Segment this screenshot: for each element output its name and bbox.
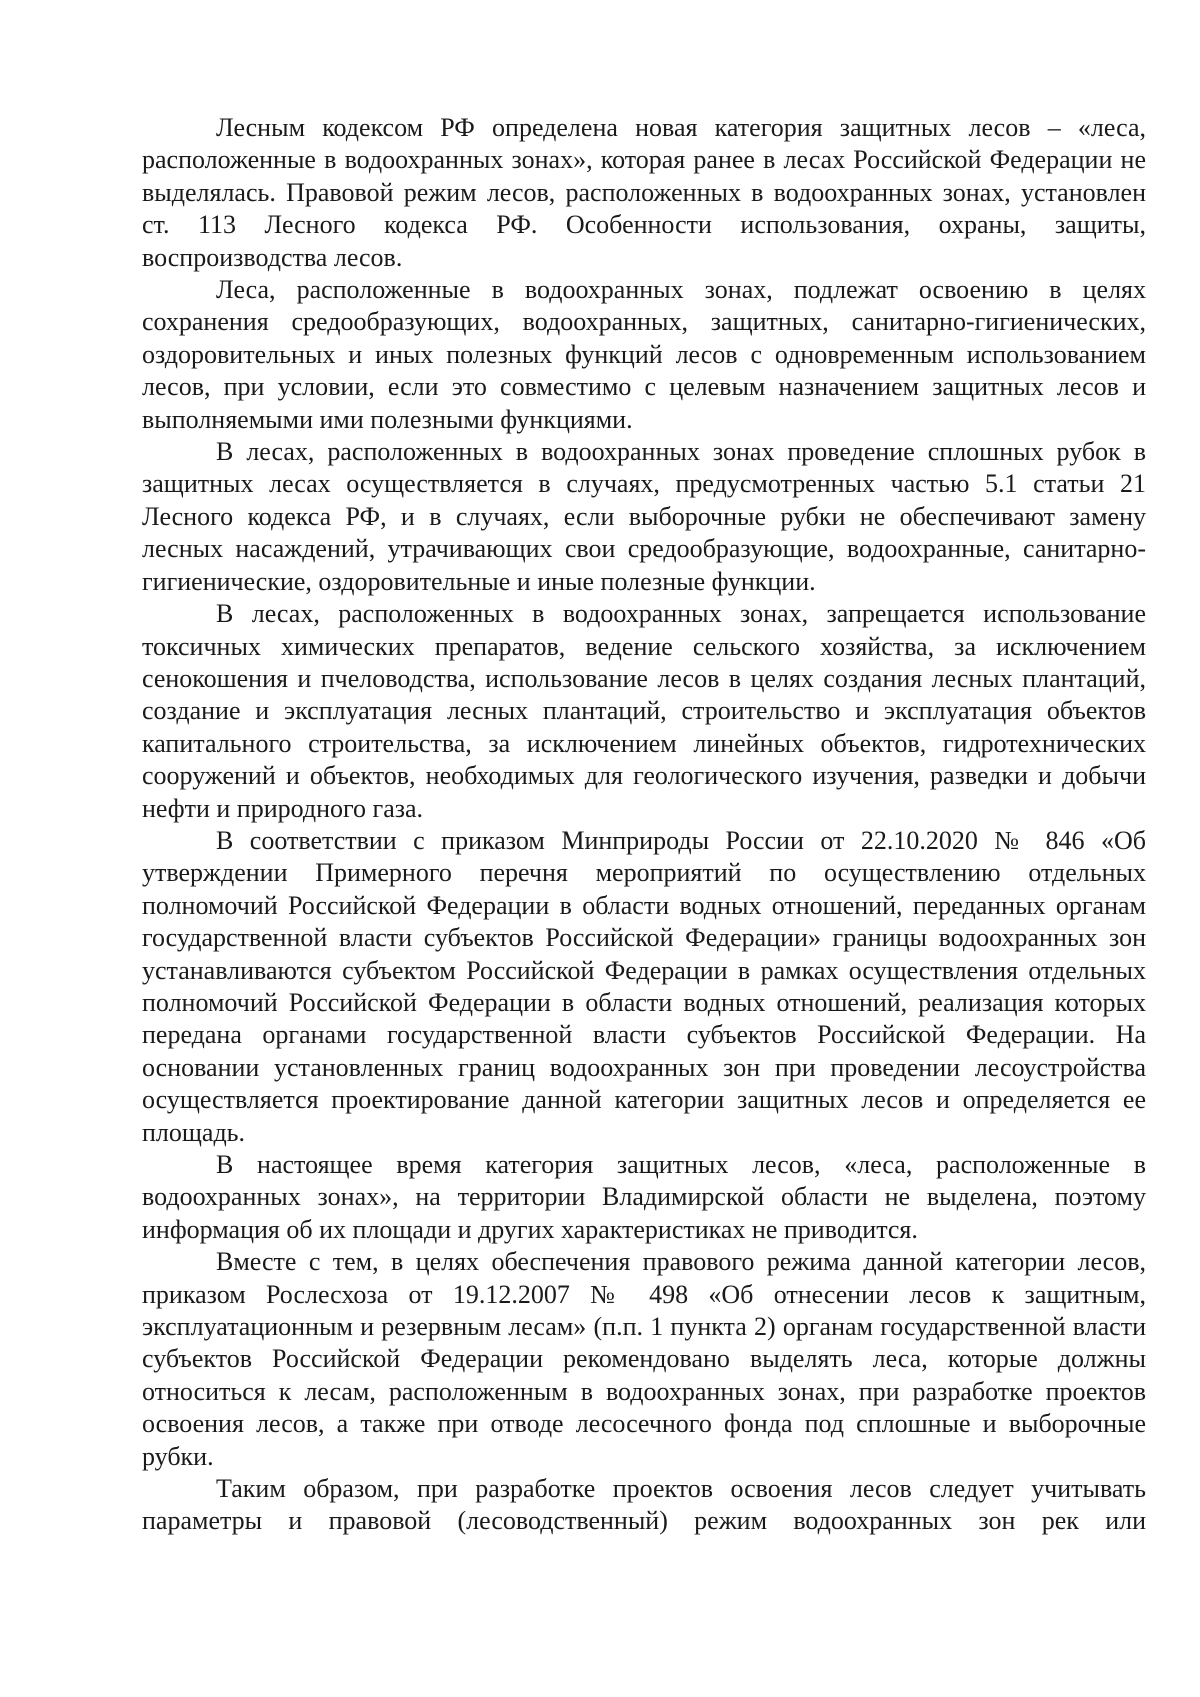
paragraph-1: Лесным кодексом РФ определена новая категория защитных лесов – «леса, расположенные в водоохранных зонах», которая ранее в лесах Российской Федерации не выделялась. Правовой режим лесов, расположенных в водоохранных зонах, установлен ст. 113 Лесного кодекса РФ. Особенности использования, охраны, защиты, воспроизводства лесов. xyxy=(142,113,1146,272)
paragraph-4: В лесах, расположенных в водоохранных зонах, запрещается использование токсичных химических препаратов, ведение сельского хозяйства, за исключением сенокошения и пчеловодства, использование лесов в целях создания лесных плантаций, создание и эксплуатация лесных плантаций, строительство и эксплуатация объектов капитального строительства, за исключением линейных объектов, гидротехнических сооружений и объектов, необходимых для геологического изучения, разведки и добычи нефти и природного газа. xyxy=(142,599,1146,823)
paragraph-2: Леса, расположенные в водоохранных зонах, подлежат освоению в целях сохранения средообразующих, водоохранных, защитных, санитарно-гигиенических, оздоровительных и иных полезных функций лесов с одновременным использованием лесов, при условии, если это совместимо с целевым назначением защитных лесов и выполняемыми ими полезными функциями. xyxy=(142,275,1146,434)
paragraph-6: В настоящее время категория защитных лесов, «леса, расположенные в водоохранных зонах», на территории Владимирской области не выделена, поэтому информация об их площади и других характеристиках не приводится. xyxy=(142,1150,1146,1244)
paragraph-8: Таким образом, при разработке проектов освоения лесов следует учитывать параметры и правовой (лесоводственный) режим водоохранных зон рек или xyxy=(142,1474,1146,1536)
paragraph-7: Вместе с тем, в целях обеспечения правового режима данной категории лесов, приказом Рослесхоза от 19.12.2007 № 498 «Об отнесении лесов к защитным, эксплуатационным и резервным лесам» (п.п. 1 пункта 2) органам государственной власти субъектов Российской Федерации рекомендовано выделять леса, которые должны относиться к лесам, расположенным в водоохранных зонах, при разработке проектов освоения лесов, а также при отводе лесосечного фонда под сплошные и выборочные рубки. xyxy=(142,1247,1146,1471)
paragraph-3: В лесах, расположенных в водоохранных зонах проведение сплошных рубок в защитных лесах осуществляется в случаях, предусмотренных частью 5.1 статьи 21 Лесного кодекса РФ, и в случаях, если выборочные рубки не обеспечивают замену лесных насаждений, утрачивающих свои средообразующие, водоохранные, санитарно-гигиенические, оздоровительные и иные полезные функции. xyxy=(142,437,1146,596)
document-page xyxy=(142,112,1146,1538)
paragraph-5: В соответствии с приказом Минприроды России от 22.10.2020 № 846 «Об утверждении Примерного перечня мероприятий по осуществлению отдельных полномочий Российской Федерации в области водных отношений, переданных органам государственной власти субъектов Российской Федерации» границы водоохранных зон устанавливаются субъектом Российской Федерации в рамках осуществления отдельных полномочий Российской Федерации в области водных отношений, реализация которых передана органами государственной власти субъектов Российской Федерации. На основании установленных границ водоохранных зон при проведении лесоустройства осуществляется проектирование данной категории защитных лесов и определяется ее площадь. xyxy=(142,825,1146,1147)
